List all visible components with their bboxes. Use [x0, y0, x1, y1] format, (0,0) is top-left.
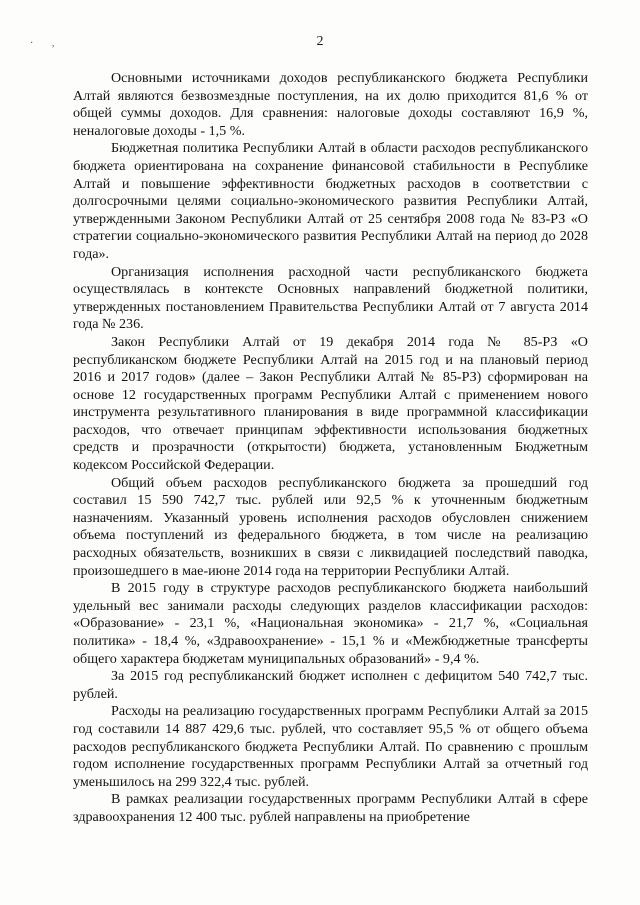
- paragraph-expenditure-organization: Организация исполнения расходной части республиканского бюджета осуществлялась в контексте Основных направлений бюджетной политики, утвержденных постановлением Правительства Республики Алтай от 7 августа 2014 года № 236.: [73, 263, 588, 333]
- paragraph-deficit: За 2015 год республиканский бюджет исполнен с дефицитом 540 742,7 тыс. рублей.: [73, 668, 588, 702]
- paragraph-state-programs: Расходы на реализацию государственных программ Республики Алтай за 2015 год составили 14 887 429,6 тыс. рублей, что составляет 95,5 % от общего объема расходов республиканского бюджета Республики Алтай. По сравнению с прошлым годом исполнение государственных программ Республики Алтай за отчетный год уменьшилось на 299 322,4 тыс. рублей.: [73, 703, 588, 790]
- paragraph-budget-policy: Бюджетная политика Республики Алтай в области расходов республиканского бюджета ориентирована на сохранение финансовой стабильности в Республике Алтай и повышение эффективности бюджетных расходов в соответствии с долгосрочными целями социально-экономического развития Республики Алтай, утвержденными Законом Республики Алтай от 25 сентября 2008 года № 83-РЗ «О стратегии социально-экономического развития Республики Алтай на период до 2028 года».: [73, 140, 588, 262]
- page-number: 2: [316, 34, 324, 49]
- paragraph-total-expenditure: Общий объем расходов республиканского бюджета за прошедший год составил 15 590 742,7 тыс. рублей или 92,5 % к уточненным бюджетным назначениям. Указанный уровень исполнения расходов обусловлен снижением объема поступлений из федерального бюджета, в том числе на реализацию расходных обязательств, возникших в связи с ликвидацией последствий паводка, произошедшего в мае-июне 2014 года на территории Республики Алтай.: [73, 474, 588, 579]
- paragraph-budget-law: Закон Республики Алтай от 19 декабря 2014 года № 85-РЗ «О республиканском бюджете Республики Алтай на 2015 год и на плановый период 2016 и 2017 годов» (далее – Закон Республики Алтай № 85-РЗ) сформирован на основе 12 государственных программ Республики Алтай с применением нового инструмента результативного планирования в виде программной классификации расходов, что отвечает принципам эффективности использования бюджетных средств и прозрачности (открытости) бюджета, установленным Бюджетным кодексом Российской Федерации.: [73, 333, 588, 474]
- document-body: [73, 70, 588, 827]
- paragraph-healthcare: В рамках реализации государственных программ Республики Алтай в сфере здравоохранения 12 400 тыс. рублей направлены на приобретение: [73, 791, 588, 825]
- paragraph-expenditure-structure: В 2015 году в структуре расходов республиканского бюджета наибольший удельный вес занимали расходы следующих разделов классификации расходов: «Образование» - 23,1 %, «Национальная экономика» - 21,7 %, «Социальная политика» - 18,4 %, «Здравоохранение» - 15,1 % и «Межбюджетные трансферты общего характера бюджетам муниципальных образований» - 9,4 %.: [73, 580, 588, 667]
- scan-specks-decoration: · ,: [30, 38, 63, 49]
- paragraph-revenue-sources: Основными источниками доходов республиканского бюджета Республики Алтай являются безвозмездные поступления, на их долю приходится 81,6 % от общей суммы доходов. Для сравнения: налоговые доходы составляют 16,9 %, неналоговые доходы - 1,5 %.: [73, 70, 588, 139]
